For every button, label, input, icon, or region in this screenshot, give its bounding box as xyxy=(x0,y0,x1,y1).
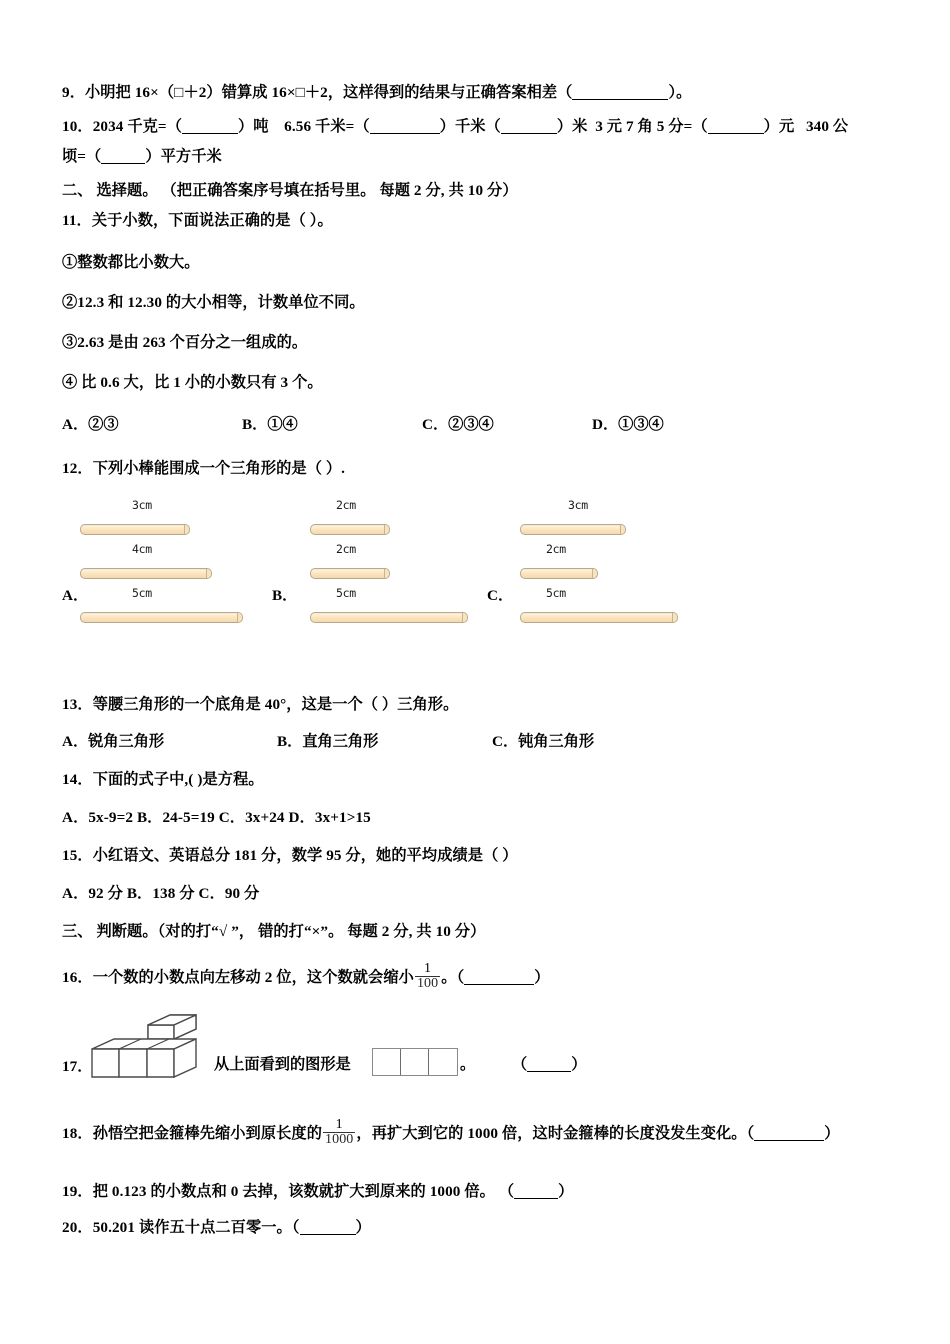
question-16-text: 一个数的小数点向左移动 2 位，这个数就会缩小 xyxy=(92,969,414,986)
option-c[interactable] xyxy=(492,727,594,757)
stick-bar xyxy=(80,568,212,579)
fraction-one-thousandth xyxy=(323,1118,355,1148)
question-18-text: 孙悟空把金箍棒先缩小到原长度的 xyxy=(92,1125,322,1142)
stick-bar xyxy=(80,524,190,535)
stick-bar xyxy=(520,612,678,623)
stick-bar xyxy=(310,524,390,535)
stick-group-a-label: A． xyxy=(62,587,89,604)
fraction-numerator: 1 xyxy=(323,1118,355,1133)
q10-seg4: ）千米（ xyxy=(439,118,501,135)
stick-group-c-label: C． xyxy=(487,587,514,604)
option-b-value: 直角三角形 xyxy=(302,733,379,750)
fraction-denominator: 1000 xyxy=(325,1132,354,1148)
question-16 xyxy=(62,963,892,993)
answer-blank[interactable] xyxy=(527,1058,571,1072)
stick-b-3-caption: 5cm xyxy=(336,586,356,600)
question-13-stem: 等腰三角形的一个底角是 40°，这是一个（ ）三角形。 xyxy=(92,696,459,713)
option-c-value: ②③④ xyxy=(448,416,494,433)
question-9-text-end: ）。 xyxy=(668,84,692,101)
question-15-stem: 小红语文、英语总分 181 分，数学 95 分，她的平均成绩是（ ） xyxy=(92,847,518,864)
q10-seg9: 顷=（ xyxy=(62,148,102,165)
option-b-key: B． xyxy=(242,416,268,433)
question-14-options[interactable]: A．5x-9=2 B．24-5=19 C．3x+24 D．3x+1>15 xyxy=(62,809,371,826)
stick-bar xyxy=(520,568,598,579)
question-11-item-4: ④ 比 0.6 大，比 1 小的小数只有 3 个。 xyxy=(62,374,323,391)
option-a-value: ②③ xyxy=(88,416,119,433)
option-a-key: A． xyxy=(62,733,89,750)
q10-seg1: 2034 千克=（ xyxy=(92,118,182,135)
question-11 xyxy=(62,206,892,236)
question-18 xyxy=(62,1119,892,1149)
fraction-numerator: 1 xyxy=(415,962,440,977)
question-20-text: 50.201 读作五十点二百零一。（ xyxy=(92,1219,300,1236)
stick-a-2-caption: 4cm xyxy=(132,542,152,556)
question-12-figure xyxy=(62,498,892,698)
option-c-key: C． xyxy=(422,416,449,433)
question-19 xyxy=(62,1177,892,1207)
answer-blank[interactable] xyxy=(464,971,534,985)
question-19-text: 把 0.123 的小数点和 0 去掉，该数就扩大到原来的 1000 倍。 （ xyxy=(92,1183,515,1200)
question-16-number: 16． xyxy=(62,969,93,986)
stick-c-3-caption: 5cm xyxy=(546,586,566,600)
question-18-text-c: ） xyxy=(824,1125,840,1142)
question-12-stem: 下列小棒能围成一个三角形的是（ ）. xyxy=(92,460,346,477)
question-9-number: 9． xyxy=(62,84,85,101)
option-c-key: C． xyxy=(492,733,519,750)
question-9-text: 小明把 16×（□＋2）错算成 16×□＋2，这样得到的结果与正确答案相差（ xyxy=(84,84,573,101)
question-12-number: 12． xyxy=(62,460,93,477)
answer-blank[interactable] xyxy=(754,1127,824,1141)
question-15-number: 15． xyxy=(62,847,93,864)
option-a[interactable] xyxy=(62,727,164,757)
question-20 xyxy=(62,1213,892,1243)
cube-solid-icon xyxy=(86,1011,214,1087)
stick-bar xyxy=(80,612,243,623)
grid-cell xyxy=(373,1049,401,1075)
answer-blank[interactable] xyxy=(501,120,557,134)
option-b-value: ①④ xyxy=(267,416,298,433)
question-18-number: 18． xyxy=(62,1125,93,1142)
stick-bar xyxy=(310,568,390,579)
question-11-number: 11． xyxy=(62,212,92,229)
option-c-value: 钝角三角形 xyxy=(518,733,595,750)
stick-bar xyxy=(520,524,626,535)
option-d[interactable] xyxy=(592,410,664,440)
option-a-key: A． xyxy=(62,416,89,433)
stick-b-2-caption: 2cm xyxy=(336,542,356,556)
option-a[interactable] xyxy=(62,410,119,440)
question-11-options xyxy=(62,410,892,440)
grid-cell xyxy=(429,1049,457,1075)
stick-bar xyxy=(310,612,468,623)
stick-a-1-caption: 3cm xyxy=(132,498,152,512)
q10-seg7: ）元 xyxy=(763,118,795,135)
question-14 xyxy=(62,765,892,795)
q10-seg5: ）米 xyxy=(556,118,588,135)
option-b[interactable] xyxy=(277,727,378,757)
answer-blank[interactable] xyxy=(300,1221,356,1235)
q10-seg8: 340 公 xyxy=(805,118,849,135)
question-17 xyxy=(62,1011,892,1089)
question-10-cont xyxy=(62,142,892,172)
question-20-number: 20． xyxy=(62,1219,93,1236)
option-d-key: D． xyxy=(592,416,619,433)
question-17-text: 从上面看到的图形是 xyxy=(214,1056,351,1073)
question-12 xyxy=(62,454,892,484)
top-view-grid xyxy=(372,1048,458,1076)
question-14-stem: 下面的式子中,( )是方程。 xyxy=(92,771,264,788)
stick-b-1-caption: 2cm xyxy=(336,498,356,512)
answer-blank[interactable] xyxy=(572,86,668,100)
question-15 xyxy=(62,841,892,871)
fraction-denominator: 100 xyxy=(416,976,439,992)
answer-blank[interactable] xyxy=(514,1185,558,1199)
question-15-options[interactable]: A．92 分 B．138 分 C．90 分 xyxy=(62,885,260,902)
question-17-text-b: 。 xyxy=(460,1056,476,1073)
stick-c-2-caption: 2cm xyxy=(546,542,566,556)
question-11-item-3: ③2.63 是由 263 个百分之一组成的。 xyxy=(62,334,308,351)
grid-cell xyxy=(401,1049,429,1075)
question-17-paren-open: （ xyxy=(512,1056,528,1073)
stick-group-b-label: B． xyxy=(272,587,298,604)
page-content xyxy=(62,78,892,1243)
option-b-key: B． xyxy=(277,733,303,750)
question-10-number: 10． xyxy=(62,118,93,135)
answer-blank[interactable] xyxy=(182,120,238,134)
stick-a-3-caption: 5cm xyxy=(132,586,152,600)
question-17-paren-close: ） xyxy=(571,1056,587,1073)
question-19-text-b: ） xyxy=(558,1183,574,1200)
option-a-value: 锐角三角形 xyxy=(88,733,165,750)
answer-blank[interactable] xyxy=(708,120,764,134)
fraction-one-hundredth xyxy=(415,962,440,992)
question-17-number: 17． xyxy=(62,1058,93,1075)
question-17-answer xyxy=(512,1053,586,1074)
question-9 xyxy=(62,78,892,108)
question-13-options xyxy=(62,727,892,757)
question-14-number: 14． xyxy=(62,771,93,788)
question-16-text-c: ） xyxy=(534,969,550,986)
question-10 xyxy=(62,112,892,142)
option-c[interactable] xyxy=(422,410,494,440)
question-16-text-b: 。（ xyxy=(441,969,465,986)
question-18-text-b: ，再扩大到它的 1000 倍，这时金箍棒的长度没发生变化。（ xyxy=(356,1125,755,1142)
question-13-number: 13． xyxy=(62,696,93,713)
option-d-value: ①③④ xyxy=(618,416,664,433)
q10-seg10: ）平方千米 xyxy=(145,148,222,165)
section-heading-3: 三、 判断题。（对的打“√ ”， 错的打“×”。 每题 2 分, 共 10 分） xyxy=(62,923,486,940)
q10-seg2: ）吨 xyxy=(237,118,269,135)
option-b[interactable] xyxy=(242,410,298,440)
question-20-text-b: ） xyxy=(355,1219,371,1236)
q10-seg6: 3 元 7 角 5 分=（ xyxy=(595,118,708,135)
question-11-item-1: ①整数都比小数大。 xyxy=(62,254,200,271)
question-19-number: 19． xyxy=(62,1183,93,1200)
question-11-item-2: ②12.3 和 12.30 的大小相等，计数单位不同。 xyxy=(62,294,365,311)
question-11-stem: 关于小数，下面说法正确的是（ ）。 xyxy=(91,212,333,229)
q10-seg3: 6.56 千米=（ xyxy=(284,118,370,135)
section-heading-2: 二、 选择题。 （把正确答案序号填在括号里。 每题 2 分, 共 10 分） xyxy=(62,182,518,199)
stick-c-1-caption: 3cm xyxy=(568,498,588,512)
answer-blank[interactable] xyxy=(370,120,440,134)
answer-blank[interactable] xyxy=(101,150,145,164)
